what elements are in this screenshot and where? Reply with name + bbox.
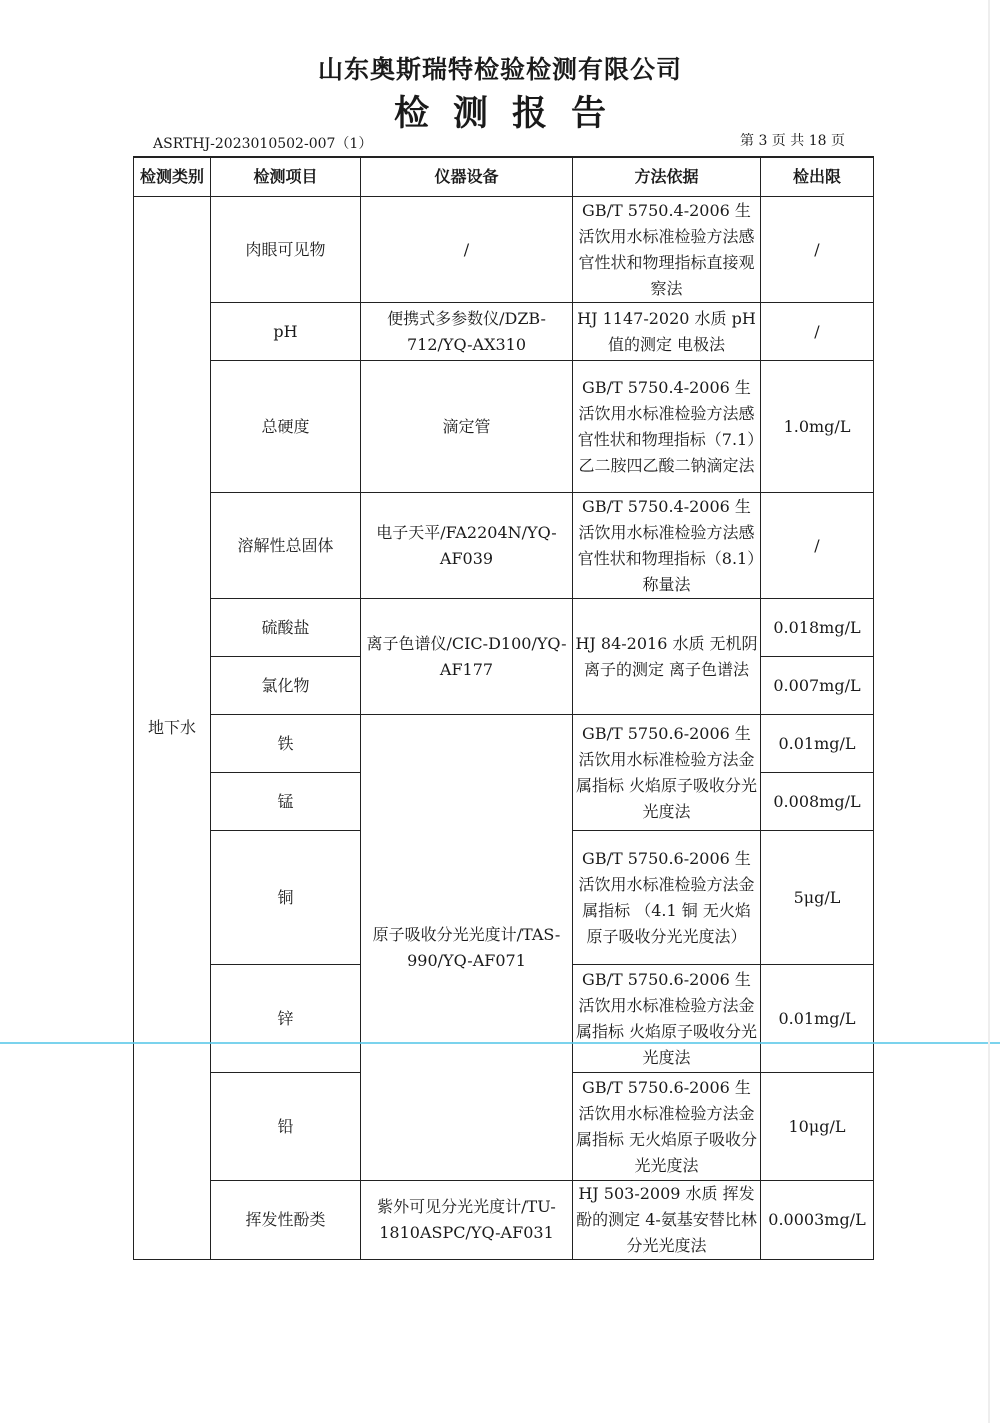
instrument-cell: 便携式多参数仪/DZB-712/YQ-AX310 [361,303,573,361]
report-title: 检测报告 [393,93,630,134]
item-cell: pH [211,303,361,361]
method-cell: GB/T 5750.4-2006 生活饮用水标准检验方法感官性状和物理指标（8.1）称量法 [573,493,761,599]
item-cell: 氯化物 [211,657,361,715]
limit-cell: 10μg/L [761,1073,874,1181]
limit-cell: 0.007mg/L [761,657,874,715]
category-cell: 地下水 [134,197,211,1260]
page-info: 第 3 页 共 18 页 [740,133,845,149]
scan-line-artifact [0,1042,1000,1044]
column-header-limit: 检出限 [761,157,874,197]
method-cell: HJ 1147-2020 水质 pH值的测定 电极法 [573,303,761,361]
instrument-cell: 滴定管 [361,361,573,493]
item-cell: 肉眼可见物 [211,197,361,303]
item-cell: 锰 [211,773,361,831]
limit-cell: 0.01mg/L [761,965,874,1073]
limit-cell: 0.0003mg/L [761,1181,874,1260]
table-header-row [134,157,874,197]
table-row [134,599,874,657]
method-cell: GB/T 5750.6-2006 生活饮用水标准检验方法金属指标 火焰原子吸收分光光度法 [573,715,761,831]
column-header-item: 检测项目 [211,157,361,197]
limit-cell: / [761,197,874,303]
column-header-category: 检测类别 [134,157,211,197]
method-cell: HJ 84-2016 水质 无机阴离子的测定 离子色谱法 [573,599,761,715]
limit-cell: 0.008mg/L [761,773,874,831]
limit-cell: 5μg/L [761,831,874,965]
table-row [134,303,874,361]
instrument-cell: / [361,197,573,303]
item-cell: 锌 [211,965,361,1073]
item-cell: 铅 [211,1073,361,1181]
item-cell: 总硬度 [211,361,361,493]
method-cell: GB/T 5750.6-2006 生活饮用水标准检验方法金属指标 无火焰原子吸收分光光度法 [573,1073,761,1181]
limit-cell: 0.01mg/L [761,715,874,773]
method-cell: GB/T 5750.4-2006 生活饮用水标准检验方法感官性状和物理指标（7.1）乙二胺四乙酸二钠滴定法 [573,361,761,493]
method-cell: GB/T 5750.4-2006 生活饮用水标准检验方法感官性状和物理指标直接观察法 [573,197,761,303]
limit-cell: / [761,303,874,361]
table-row [134,493,874,599]
column-header-instrument: 仪器设备 [361,157,573,197]
instrument-cell: 离子色谱仪/CIC-D100/YQ-AF177 [361,599,573,715]
method-cell: GB/T 5750.6-2006 生活饮用水标准检验方法金属指标 火焰原子吸收分光光度法 [573,965,761,1073]
item-cell: 溶解性总固体 [211,493,361,599]
limit-cell: 1.0mg/L [761,361,874,493]
item-cell: 铁 [211,715,361,773]
column-header-method: 方法依据 [573,157,761,197]
table-row [134,1181,874,1260]
document-number: ASRTHJ-2023010502-007（1） [153,136,373,152]
table-row [134,197,874,303]
method-cell: GB/T 5750.6-2006 生活饮用水标准检验方法金属指标 （4.1 铜 无火焰原子吸收分光光度法） [573,831,761,965]
company-name: 山东奥斯瑞特检验检测有限公司 [317,55,682,84]
item-cell: 铜 [211,831,361,965]
instrument-cell: 原子吸收分光光度计/TAS-990/YQ-AF071 [361,715,573,1181]
item-cell: 挥发性酚类 [211,1181,361,1260]
limit-cell: / [761,493,874,599]
table-row [134,361,874,493]
report-table [133,156,874,1260]
instrument-cell: 紫外可见分光光度计/TU-1810ASPC/YQ-AF031 [361,1181,573,1260]
method-cell: HJ 503-2009 水质 挥发酚的测定 4-氨基安替比林分光光度法 [573,1181,761,1260]
page-edge-shadow [988,0,990,1423]
item-cell: 硫酸盐 [211,599,361,657]
limit-cell: 0.018mg/L [761,599,874,657]
table-row [134,715,874,773]
instrument-cell: 电子天平/FA2204N/YQ-AF039 [361,493,573,599]
